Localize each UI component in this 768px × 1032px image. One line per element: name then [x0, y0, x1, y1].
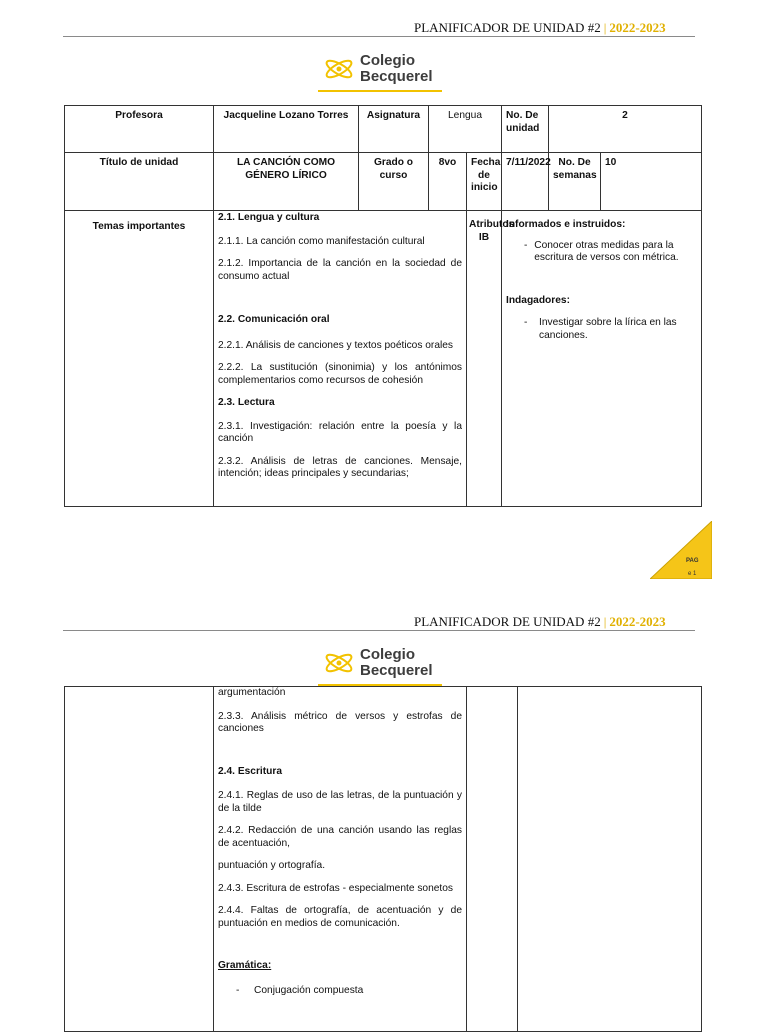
tema-heading: Gramática: — [218, 960, 272, 971]
tema-heading: 2.2. Comunicación oral — [218, 314, 330, 325]
unit-plan-table-continued — [64, 686, 702, 1032]
header-separator: | — [603, 614, 607, 629]
school-logo — [322, 647, 433, 679]
tema-item: argumentación — [218, 687, 286, 698]
asignatura-value: Lengua — [429, 106, 502, 153]
page-tab-shape — [650, 521, 712, 579]
tema-item: 2.1.2. Importancia de la canción en la sociedad de consumo actual — [218, 258, 462, 282]
atom-swirl-icon — [322, 648, 356, 678]
temas-cell-continued — [214, 687, 467, 1032]
atributos-empty — [467, 687, 518, 1032]
grado-label: Grado o curso — [359, 153, 429, 211]
titulo-value: LA CANCIÓN COMO GÉNERO LÍRICO — [214, 153, 359, 211]
tema-item: 2.3.2. Análisis de letras de canciones. Mensaje, intención; ideas principales y secundarias; — [218, 455, 462, 479]
tema-item: 2.3.1. Investigación: relación entre la poesía y la canción — [218, 420, 462, 444]
tema-item: 2.4.2. Redacción de una canción usando las reglas de acentuación, — [218, 825, 462, 849]
header-rule — [63, 630, 695, 631]
atributo-item-text: Investigar sobre la lírica en las canciones. — [539, 317, 677, 341]
header-title: PLANIFICADOR DE UNIDAD #2 — [414, 614, 601, 629]
tema-heading: 2.3. Lectura — [218, 397, 275, 408]
temas-cell — [214, 211, 467, 507]
page-header — [414, 614, 666, 630]
tema-item: puntuación y ortografía. — [218, 860, 326, 871]
logo-line2: Becquerel — [360, 68, 433, 85]
temas-label-empty — [65, 687, 214, 1032]
profesora-label: Profesora — [65, 106, 214, 153]
header-year: 2022-2023 — [609, 20, 666, 35]
header-separator: | — [603, 20, 607, 35]
tema-item: 2.2.2. La sustitución (sinonimia) y los antónimos complementarios como recursos de cohesión — [218, 362, 462, 386]
unit-plan-table — [64, 105, 702, 507]
header-year: 2022-2023 — [609, 614, 666, 629]
header-title: PLANIFICADOR DE UNIDAD #2 — [414, 20, 601, 35]
atributos-cell-empty — [518, 687, 702, 1032]
atributo-heading: Indagadores: — [506, 294, 570, 306]
page-tab-number: e 1 — [688, 571, 697, 577]
tema-item: 2.2.1. Análisis de canciones y textos poéticos orales — [218, 339, 454, 351]
header-rule — [63, 36, 695, 37]
semanas-label: No. De semanas — [549, 153, 601, 211]
page-tab-label: PAG — [686, 558, 699, 564]
tema-item: 2.1.1. La canción como manifestación cultural — [218, 235, 425, 247]
atributo-item: - Conocer otras medidas para la escritura de versos con métrica. — [506, 240, 697, 265]
tema-heading: 2.4. Escritura — [218, 765, 282, 777]
grado-value: 8vo — [429, 153, 467, 211]
asignatura-label: Asignatura — [359, 106, 429, 153]
atributos-label: Atributos IB — [467, 211, 502, 507]
tema-item: 2.3.3. Análisis métrico de versos y estrofas de canciones — [218, 710, 462, 734]
tema-item: 2.4.4. Faltas de ortografía, de acentuación y de puntuación en medios de comunicación. — [218, 905, 462, 929]
logo-line1: Colegio — [360, 52, 415, 69]
tema-item: 2.4.1. Reglas de uso de las letras, de la puntuación y de la tilde — [218, 790, 462, 814]
no-unidad-value: 2 — [549, 106, 702, 153]
page-header — [414, 20, 666, 36]
fecha-label: Fecha de inicio — [467, 153, 502, 211]
temas-label: Temas importantes — [65, 211, 214, 507]
fecha-value: 7/11/2022 — [502, 153, 549, 211]
titulo-label: Título de unidad — [65, 153, 214, 211]
logo-line2: Becquerel — [360, 662, 433, 679]
tema-item: 2.4.3. Escritura de estrofas - especialmente sonetos — [218, 882, 453, 894]
tema-heading: 2.1. Lengua y cultura — [218, 212, 320, 223]
school-logo — [322, 53, 433, 85]
no-unidad-label: No. De unidad — [502, 106, 549, 153]
page-number-tab — [650, 521, 712, 579]
logo-line1: Colegio — [360, 646, 415, 663]
logo-underline — [318, 90, 442, 92]
profesora-value: Jacqueline Lozano Torres — [214, 106, 359, 153]
tema-list-text: Conjugación compuesta — [254, 984, 364, 996]
atributos-cell — [502, 211, 702, 507]
atributo-item: - Investigar sobre la lírica en las canciones. — [506, 317, 697, 342]
atom-swirl-icon — [322, 54, 356, 84]
atributo-item-text: Conocer otras medidas para la escritura de versos con métrica. — [534, 239, 679, 263]
semanas-value: 10 — [601, 153, 702, 211]
atributo-heading: Informados e instruidos: — [506, 219, 626, 230]
tema-list-item: - Conjugación compuesta — [236, 984, 364, 996]
